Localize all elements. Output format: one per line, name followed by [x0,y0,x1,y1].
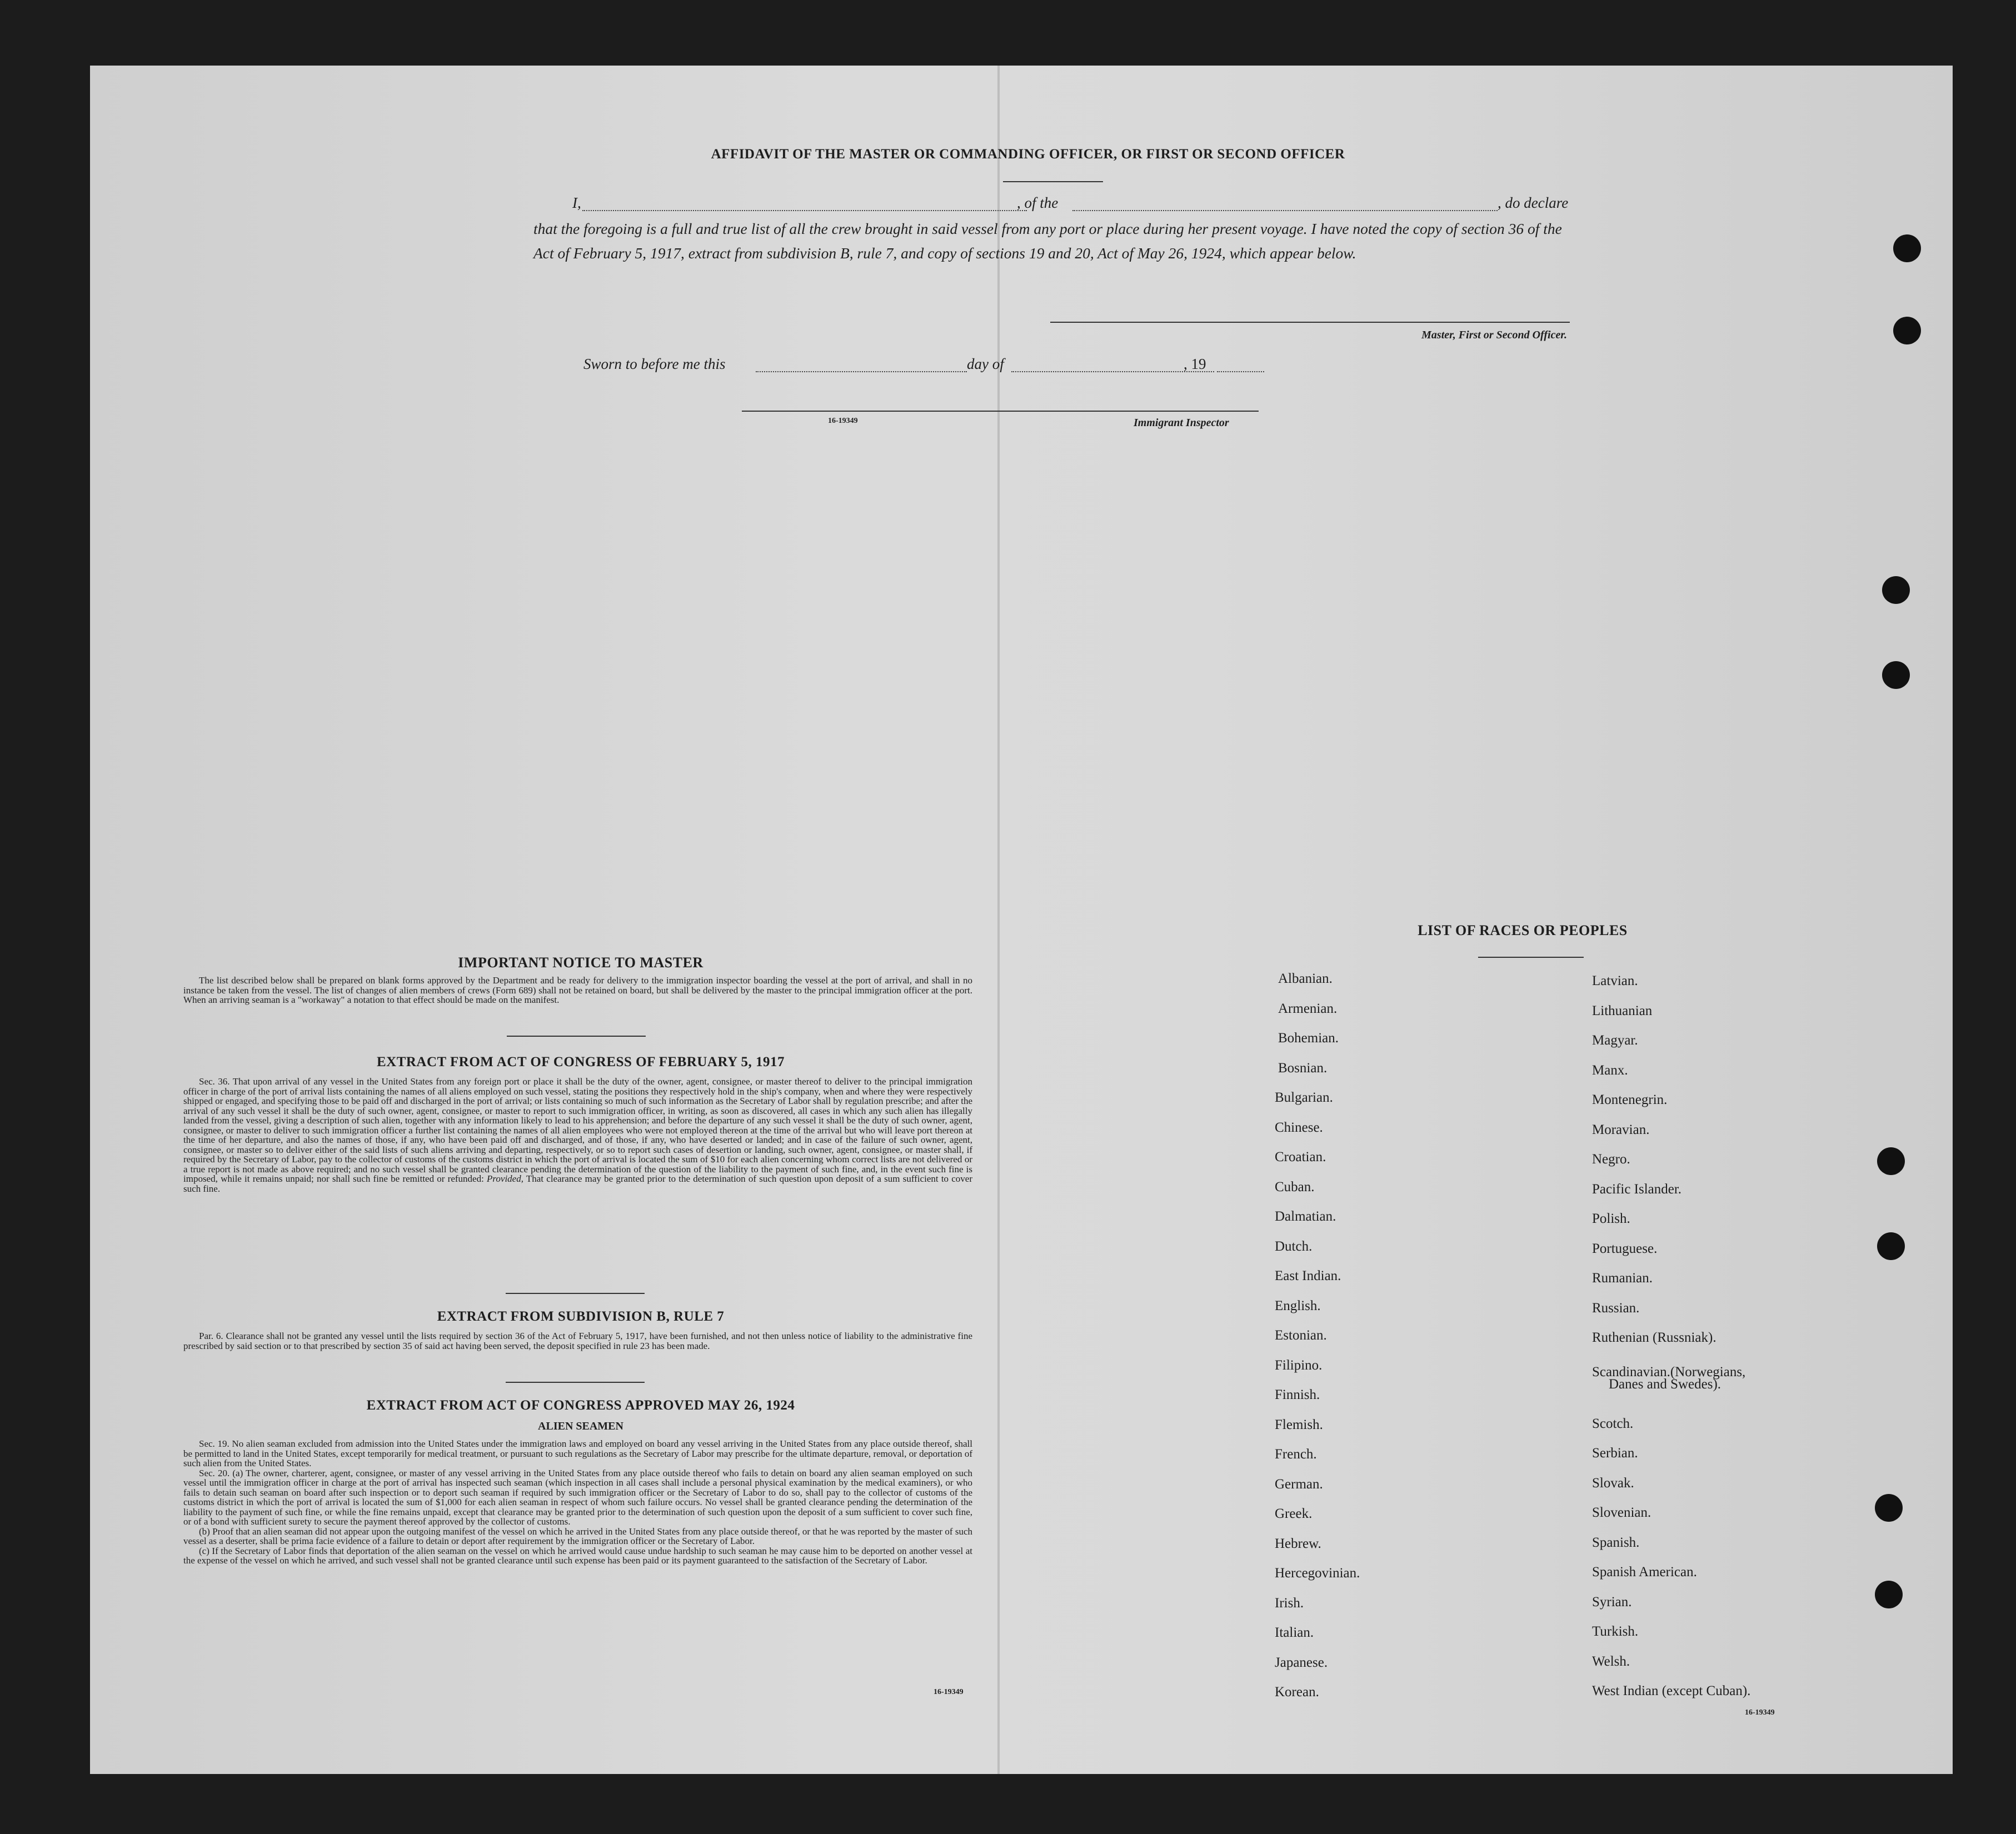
race-item: Albanian. [1278,971,1333,986]
race-item: East Indian. [1275,1268,1341,1283]
race-item: Bohemian. [1278,1031,1339,1046]
signature-label: Master, First or Second Officer. [1421,329,1567,341]
binding-hole [1893,234,1921,262]
proviso-text: That clearance may be granted prior to the determination of such question upon deposit of a sum sufficient to cover such fine. [183,1173,973,1194]
race-item: Manx. [1592,1062,1628,1078]
extract-1917-body: Sec. 36. That upon arrival of any vessel in the United States from any foreign port or place it shall be the duty of the owner, agent, consignee, or master thereof to deliver to the principal immigration officer in charge of the port of arrival lists containing the names of all aliens employed on such vessel, stating the positions they respectively hold in the ship's company, when and where they were respectively shipped or engaged, and specifying those to be paid off and discharged in the port of arrival; or lists containing so much of such information as the Secretary of Labor shall by regulation prescribe; and after the arrival of any such vessel it shall be the duty of such owner, agent, consignee, or master to report to such immigration officer, in writing, as soon as discovered, all cases in which any such alien has illegally landed from the vessel, giving a description of such alien, together with any information likely to lead to his apprehension; and before the departure of any such vessel it shall be the duty of such owner, agent, consignee, or master to deliver to such immigration officer a further list containing the names of all alien employees who were not employed thereon at the time of the arrival but who will leave port thereon at the time of her departure, and also the names of those, if any, who have been paid off and discharged, and of those, if any, who have deserted or landed; and in case of the failure of such owner, agent, consignee, or master so to deliver either of the said lists of such aliens arriving and departing, respectively, or so to report such cases of desertion or landing, such owner, agent, consignee, or master shall, if required by the Secretary of Labor, pay to the collector of customs of the customs district in which the port of arrival is located the sum of $10 for each alien concerning whom correct lists are not delivered or a true report is not made as above required; and no such vessel shall be granted clearance pending the determination of the question of the liability to the payment of such fine, and, in the event such fine is imposed, while it remains unpaid; nor shall such fine be remitted or refunded: [183,1076,972,1184]
extract-1924-title: EXTRACT FROM ACT OF CONGRESS APPROVED MAY 26, 1924 [366,1398,795,1413]
race-item: Filipino. [1275,1357,1323,1373]
binding-hole [1882,576,1910,604]
race-item: Italian. [1275,1625,1314,1640]
extract-1924-text [183,1439,972,1566]
section-divider [507,1036,646,1037]
inspector-signature-line[interactable] [742,411,1259,412]
notice-paragraph: The list described below shall be prepared on blank forms approved by the Department and be ready for delivery to the immigration inspector boarding the vessel at the port of arrival, and shall in no instance be taken from the vessel. The list of changes of alien members of crews (Form 689) shall not be retained on board, but shall be delivered by the master to the principal immigration officer at the port. When an arriving seaman is a "workaway" a notation to that effect should be made on the manifest. [183,975,972,1005]
declaration-line [572,194,1573,217]
sec20b-paragraph: (b) Proof that an alien seaman did not appear upon the outgoing manifest of the vessel on which he arrived in the United States from any place outside thereof, or that he was reported by the master of such vessel as a deserter, shall be prima facie evidence of a failure to detain or deport after requirement by the immigration officer or the Secretary of Labor. [183,1526,972,1546]
race-item: French. [1275,1447,1317,1462]
section-divider [506,1293,645,1294]
binding-hole [1875,1494,1903,1522]
race-item: Scandinavian.(Norwegians, [1592,1364,1746,1380]
form-number-bottom-left: 16-19349 [934,1688,964,1696]
form-number-top: 16-19349 [828,417,858,425]
extract-1917-text [183,1077,972,1193]
binding-hole [1877,1147,1905,1175]
sworn-year-label: , 19 [1184,356,1206,372]
race-item: Latvian. [1592,973,1638,988]
race-item: West Indian (except Cuban). [1592,1683,1751,1698]
sworn-day-label: day of [967,356,1004,372]
declarant-prefix: I, [572,194,581,211]
race-item: Flemish. [1275,1417,1323,1432]
binding-hole [1877,1232,1905,1260]
race-item: Polish. [1592,1211,1630,1226]
race-item: Spanish American. [1592,1565,1697,1580]
race-item: Slovak. [1592,1475,1634,1491]
race-item: Korean. [1275,1685,1319,1700]
proviso-word: Provided, [487,1173,523,1184]
race-item: German. [1275,1476,1323,1492]
race-item: Armenian. [1278,1001,1338,1016]
inspector-label: Immigrant Inspector [1134,417,1229,429]
center-fold [997,66,1000,1774]
race-item: Pacific Islander. [1592,1181,1682,1197]
race-item: Serbian. [1592,1446,1638,1461]
section-divider [506,1382,645,1383]
race-item: Dutch. [1275,1238,1313,1254]
race-item: Hercegovinian. [1275,1566,1360,1581]
race-item: Syrian. [1592,1594,1632,1610]
title-underline [1003,181,1103,182]
race-item: Spanish. [1592,1535,1640,1550]
race-item: Magyar. [1592,1033,1638,1048]
sworn-day-field[interactable] [756,371,967,372]
race-item: Russian. [1592,1300,1640,1316]
race-item: Slovenian. [1592,1505,1651,1520]
sec20c-paragraph: (c) If the Secretary of Labor finds that deportation of the alien seaman on the vessel on which he arrived would cause undue hardship to such seaman he may cause him to be deported on another vessel at the expense of the vessel on which he arrived, and such vessel shall not be granted clearance until such expense has been paid or its payment guaranteed to the satisfaction of the Secretary of Labor. [183,1545,972,1566]
sec19-paragraph: Sec. 19. No alien seaman excluded from admission into the United States under the immigration laws and employed on board any vessel arriving in the United States from any place outside thereof, shall be permitted to land in the United States, except temporarily for medical treatment, or pursuant to such regulations as the Secretary of Labor may prescribe for the ultimate departure, removal, or deportation of such alien from the United States. [183,1438,972,1468]
race-item: Negro. [1592,1152,1630,1167]
binding-hole [1875,1581,1903,1608]
race-item: Greek. [1275,1506,1313,1521]
race-item: English. [1275,1298,1321,1313]
race-item: Dalmatian. [1275,1209,1336,1224]
binding-hole [1893,317,1921,344]
sworn-line [583,356,1278,378]
race-item: Portuguese. [1592,1241,1658,1256]
race-item: Montenegrin. [1592,1092,1668,1107]
affidavit-title: AFFIDAVIT OF THE MASTER OR COMMANDING OFFICER, OR FIRST OR SECOND OFFICER [711,147,1345,162]
race-item: Finnish. [1275,1387,1320,1402]
sec20a-paragraph: Sec. 20. (a) The owner, charterer, agent, consignee, or master of any vessel arriving in the United States from any place outside thereof who fails to detain on board any alien seaman employed on such vessel until the immigration officer in charge at the port of arrival has inspected such seaman (which inspection in all cases shall include a personal physical examination by the medical examiners), or who fails to detain such seaman on board after such inspection or to deport such seaman if required by such immigration officer or the Secretary of Labor to do so, shall pay to the collector of customs of the customs district in which the port of arrival is located the sum of $1,000 for each alien seaman in respect of whom such failure occurs. No vessel shall be granted clearance pending the determination of the liability to the payment of such fine, or while the fine remains unpaid, except that clearance may be granted prior to the determination of such question upon the deposit of a sum sufficient to cover such fine, or of a bond with sufficient surety to secure the payment thereof approved by the collector of customs. [183,1467,972,1527]
race-item: Chinese. [1275,1120,1323,1135]
extract-rule7-text [183,1331,972,1351]
notice-text [183,976,972,1005]
race-item: Welsh. [1592,1653,1630,1669]
race-item: Turkish. [1592,1624,1639,1639]
race-item: Japanese. [1275,1655,1328,1670]
alien-seamen-subtitle: ALIEN SEAMEN [538,1420,623,1432]
form-number-bottom-right: 16-19349 [1745,1708,1775,1717]
race-item: Croatian. [1275,1150,1326,1165]
declare-suffix: , do declare [1498,194,1569,211]
races-title: LIST OF RACES OR PEOPLES [1418,922,1628,938]
race-item: Rumanian. [1592,1271,1653,1286]
extract-1917-title: EXTRACT FROM ACT OF CONGRESS OF FEBRUARY 5, 1917 [376,1055,785,1070]
binding-hole [1882,661,1910,689]
vessel-prefix: , of the [1017,194,1059,211]
signature-line[interactable] [1050,322,1570,323]
race-item: Ruthenian (Russniak). [1592,1330,1716,1345]
race-item: Cuban. [1275,1179,1315,1195]
sworn-prefix: Sworn to before me this [583,356,726,372]
race-item: Bulgarian. [1275,1090,1333,1105]
race-scandinavian-line2: Danes and Swedes). [1609,1377,1721,1392]
vessel-name-field[interactable] [1072,210,1498,211]
race-item: Estonian. [1275,1328,1327,1343]
race-item: Hebrew. [1275,1536,1321,1551]
races-title-underline [1478,957,1584,958]
race-item: Lithuanian [1592,1003,1653,1018]
sworn-year-field[interactable] [1217,371,1264,372]
extract-rule7-title: EXTRACT FROM SUBDIVISION B, RULE 7 [437,1309,725,1324]
declarant-name-field[interactable] [582,210,1027,211]
notice-title: IMPORTANT NOTICE TO MASTER [458,955,703,971]
declaration-body: that the foregoing is a full and true list of all the crew brought in said vessel from any port or place during her present voyage. I have noted the copy of section 36 of the Act of February 5, 1917, extract from subdivision B, rule 7, and copy of sections 19 and 20, Act of May 26, 1924, which appear below. [533,220,1562,262]
race-item: Scotch. [1592,1416,1634,1431]
race-item: Irish. [1275,1595,1304,1611]
race-item: Moravian. [1592,1122,1650,1137]
rule7-paragraph: Par. 6. Clearance shall not be granted any vessel until the lists required by section 36 of the Act of February 5, 1917, have been furnished, and not then unless notice of liability to the administrative fine prescribed by said section or to that prescribed by section 35 of said act having been served, the deposit specified in rule 23 has been made. [183,1331,972,1351]
race-item: Bosnian. [1278,1060,1328,1076]
